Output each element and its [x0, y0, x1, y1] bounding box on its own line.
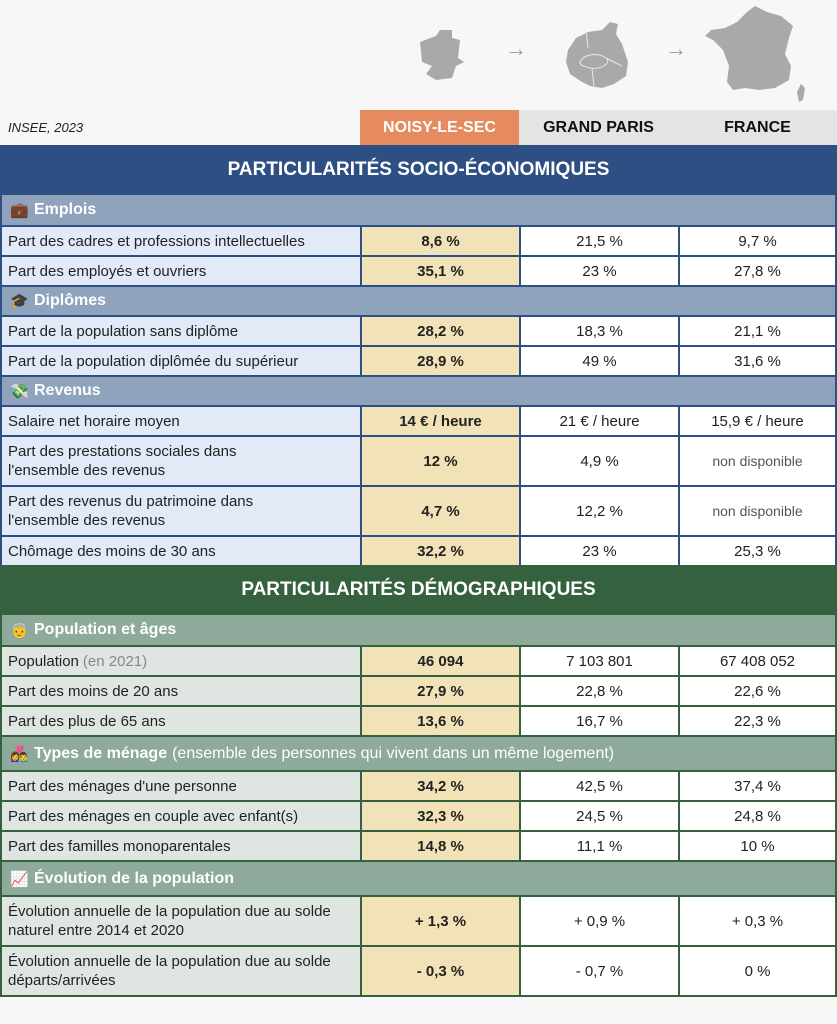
value-noisy: 4,7 %: [360, 485, 519, 535]
value-grand-paris: 18,3 %: [519, 315, 678, 345]
france-map-icon: [705, 4, 810, 104]
money-wings-icon: 💸: [10, 383, 29, 400]
value-noisy: 34,2 %: [360, 770, 519, 800]
value-noisy: 28,9 %: [360, 345, 519, 375]
table-row: [0, 800, 837, 830]
section-title-demographic: PARTICULARITÉS DÉMOGRAPHIQUES: [0, 565, 837, 615]
source-label: INSEE, 2023: [8, 120, 84, 135]
table-bottom-border: [0, 995, 837, 997]
value-france: + 0,3 %: [678, 895, 835, 945]
graduation-cap-icon: 🎓: [10, 293, 29, 310]
row-label: Part de la population sans diplôme: [2, 315, 360, 345]
value-grand-paris: 21 € / heure: [519, 405, 678, 435]
value-france: 37,4 %: [678, 770, 835, 800]
table-row: [0, 535, 837, 565]
value-grand-paris: 23 %: [519, 535, 678, 565]
table-row: [0, 675, 837, 705]
group-header-diplomes: [0, 285, 837, 315]
row-label: Évolution annuelle de la population due au solde départs/arrivées: [2, 945, 360, 995]
table-row: [0, 255, 837, 285]
value-france: 10 %: [678, 830, 835, 860]
older-woman-icon: 👵: [10, 622, 29, 639]
value-noisy: 32,2 %: [360, 535, 519, 565]
row-label: Évolution annuelle de la population due au solde naturel entre 2014 et 2020: [2, 895, 360, 945]
group-header-revenus: [0, 375, 837, 405]
value-noisy: 32,3 %: [360, 800, 519, 830]
row-label: Part des familles monoparentales: [2, 830, 360, 860]
value-grand-paris: 21,5 %: [519, 225, 678, 255]
row-label: Chômage des moins de 30 ans: [2, 535, 360, 565]
row-label: [2, 645, 360, 675]
couple-icon: 👩‍❤️‍👨: [10, 745, 29, 763]
value-grand-paris: 49 %: [519, 345, 678, 375]
value-noisy: 27,9 %: [360, 675, 519, 705]
value-france: 31,6 %: [678, 345, 835, 375]
row-label: Part des revenus du patrimoine dans l'ensemble des revenus: [2, 485, 360, 535]
column-header-noisy: NOISY-LE-SEC: [360, 110, 519, 145]
table-row: [0, 705, 837, 735]
table-row: [0, 315, 837, 345]
row-label-text: Population: [8, 652, 79, 670]
table-row: [0, 645, 837, 675]
value-grand-paris: 11,1 %: [519, 830, 678, 860]
group-title: Population et âges: [34, 621, 177, 638]
row-label: Part des plus de 65 ans: [2, 705, 360, 735]
table-row: [0, 405, 837, 435]
group-header-menage: [0, 735, 837, 770]
value-france: 15,9 € / heure: [678, 405, 835, 435]
grand-paris-map-icon: [562, 18, 634, 90]
arrow-icon: →: [505, 36, 527, 61]
value-noisy: 28,2 %: [360, 315, 519, 345]
value-noisy: 14 € / heure: [360, 405, 519, 435]
value-noisy: 46 094: [360, 645, 519, 675]
value-noisy: 35,1 %: [360, 255, 519, 285]
value-france: 9,7 %: [678, 225, 835, 255]
column-header-grand-paris: GRAND PARIS: [519, 110, 678, 145]
value-grand-paris: 4,9 %: [519, 435, 678, 485]
noisy-le-sec-map-icon: [416, 28, 466, 83]
value-noisy: 12 %: [360, 435, 519, 485]
group-title: Diplômes: [34, 292, 107, 309]
column-header-france: FRANCE: [678, 110, 837, 145]
value-noisy: 8,6 %: [360, 225, 519, 255]
value-france: 25,3 %: [678, 535, 835, 565]
table-row: [0, 770, 837, 800]
value-noisy: 13,6 %: [360, 705, 519, 735]
maps-strip: [400, 0, 837, 110]
value-france: 24,8 %: [678, 800, 835, 830]
row-label: Salaire net horaire moyen: [2, 405, 360, 435]
row-label: Part des employés et ouvriers: [2, 255, 360, 285]
table-row: [0, 945, 837, 995]
value-france: 22,3 %: [678, 705, 835, 735]
value-france: non disponible: [678, 435, 835, 485]
row-label-note: (en 2021): [82, 652, 148, 670]
table-row: [0, 225, 837, 255]
row-label: Part des prestations sociales dans l'ensemble des revenus: [2, 435, 360, 485]
row-label: Part des ménages d'une personne: [2, 770, 360, 800]
value-france: non disponible: [678, 485, 835, 535]
table-row: [0, 895, 837, 945]
table-row: [0, 830, 837, 860]
group-header-population: [0, 615, 837, 645]
row-label: Part des cadres et professions intellectuelles: [2, 225, 360, 255]
chart-increasing-icon: 📈: [10, 870, 29, 888]
briefcase-icon: 💼: [10, 202, 29, 219]
value-grand-paris: 12,2 %: [519, 485, 678, 535]
group-title: Revenus: [34, 382, 101, 399]
value-grand-paris: 22,8 %: [519, 675, 678, 705]
group-title: Types de ménage: [34, 744, 168, 762]
group-title: Emplois: [34, 201, 97, 218]
arrow-icon: →: [665, 36, 687, 61]
value-france: 27,8 %: [678, 255, 835, 285]
group-title: Évolution de la population: [34, 869, 234, 887]
row-label: Part des moins de 20 ans: [2, 675, 360, 705]
value-grand-paris: 23 %: [519, 255, 678, 285]
group-header-evolution: [0, 860, 837, 895]
value-noisy: 14,8 %: [360, 830, 519, 860]
table-row: [0, 435, 837, 485]
value-noisy: - 0,3 %: [360, 945, 519, 995]
value-noisy: + 1,3 %: [360, 895, 519, 945]
value-grand-paris: 24,5 %: [519, 800, 678, 830]
row-label: Part de la population diplômée du supérieur: [2, 345, 360, 375]
value-grand-paris: 42,5 %: [519, 770, 678, 800]
group-subtitle: (ensemble des personnes qui vivent dans un même logement): [172, 744, 615, 762]
section-title-socio-economic: PARTICULARITÉS SOCIO-ÉCONOMIQUES: [0, 145, 837, 195]
row-label: Part des ménages en couple avec enfant(s): [2, 800, 360, 830]
value-france: 0 %: [678, 945, 835, 995]
header-area: [0, 0, 837, 145]
value-grand-paris: 7 103 801: [519, 645, 678, 675]
value-france: 67 408 052: [678, 645, 835, 675]
table-row: [0, 345, 837, 375]
value-france: 21,1 %: [678, 315, 835, 345]
value-grand-paris: - 0,7 %: [519, 945, 678, 995]
comparison-table: [0, 145, 837, 997]
value-france: 22,6 %: [678, 675, 835, 705]
value-grand-paris: + 0,9 %: [519, 895, 678, 945]
group-header-emplois: [0, 195, 837, 225]
value-grand-paris: 16,7 %: [519, 705, 678, 735]
table-row: [0, 485, 837, 535]
